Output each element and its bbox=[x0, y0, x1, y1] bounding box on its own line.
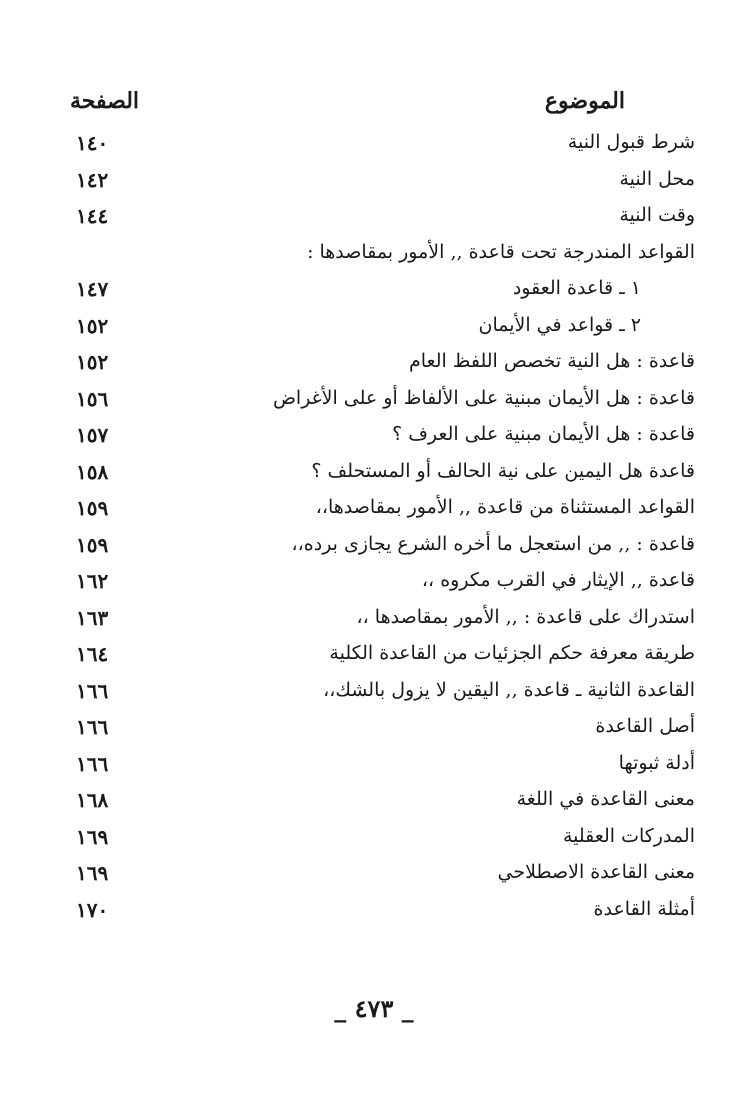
toc-entry bbox=[70, 383, 695, 420]
table-of-contents bbox=[70, 127, 695, 930]
toc-entry-topic: قاعدة : هل الأيمان مبنية على العرف ؟ bbox=[392, 423, 695, 445]
toc-entry-page: ١٦٦ bbox=[76, 751, 109, 776]
toc-entry bbox=[70, 638, 695, 675]
toc-entry bbox=[70, 456, 695, 493]
toc-entry-topic: قاعدة ,, الإيثار في القرب مكروه ،، bbox=[421, 569, 695, 591]
toc-entry bbox=[70, 784, 695, 821]
toc-entry bbox=[70, 200, 695, 237]
topic-column-heading: الموضوع bbox=[544, 88, 625, 114]
toc-entry-page: ١٦٩ bbox=[76, 861, 109, 885]
toc-entry-page: ١٦٦ bbox=[76, 715, 109, 739]
toc-entry-topic: شرط قبول النية bbox=[567, 131, 695, 153]
toc-entry-topic: أمثلة القاعدة bbox=[593, 897, 695, 920]
toc-entry bbox=[70, 529, 695, 566]
toc-entry-topic: المدركات العقلية bbox=[562, 824, 695, 847]
toc-entry bbox=[70, 894, 695, 931]
toc-entry bbox=[70, 711, 695, 748]
toc-entry-page: ١٦٦ bbox=[76, 678, 109, 703]
toc-entry-page: ١٥٩ bbox=[76, 532, 109, 557]
toc-entry-topic: القواعد المندرجة تحت قاعدة ,, الأمور بمقاصدها : bbox=[307, 240, 695, 263]
toc-entry-topic: استدراك على قاعدة : ,, الأمور بمقاصدها ،، bbox=[356, 605, 695, 628]
toc-entry-page: ١٦٨ bbox=[76, 788, 109, 812]
toc-entry bbox=[70, 127, 695, 164]
toc-entry bbox=[70, 310, 695, 347]
toc-entry-page: ١٤٤ bbox=[76, 204, 109, 228]
toc-entry bbox=[70, 857, 695, 894]
toc-entry-topic: ١ ـ قاعدة العقود bbox=[512, 277, 641, 299]
toc-entry-page: ١٤٠ bbox=[76, 131, 109, 155]
toc-entry bbox=[70, 748, 695, 785]
toc-entry-page: ١٦٩ bbox=[76, 824, 109, 849]
page-number: _ ٤٧٣ _ bbox=[334, 994, 414, 1023]
toc-entry-topic: معنى القاعدة الاصطلاحي bbox=[497, 861, 695, 883]
toc-entry-page: ١٥٢ bbox=[76, 350, 109, 374]
toc-entry-topic: قاعدة : هل النية تخصص اللفظ العام bbox=[408, 350, 695, 372]
toc-entry bbox=[70, 419, 695, 456]
toc-entry bbox=[70, 346, 695, 383]
toc-entry-page: ١٥٢ bbox=[76, 313, 109, 338]
toc-entry-topic: وقت النية bbox=[619, 204, 695, 226]
toc-entry-page: ١٤٢ bbox=[76, 167, 109, 192]
toc-entry-topic: قاعدة : ,, من استعجل ما أخره الشرع يجازى برده،، bbox=[291, 532, 695, 555]
toc-entry-page: ١٥٦ bbox=[76, 386, 109, 411]
toc-entry-topic: القاعدة الثانية ـ قاعدة ,, اليقين لا يزول بالشك،، bbox=[323, 678, 695, 701]
toc-entry bbox=[70, 492, 695, 529]
toc-entry-page: ١٥٨ bbox=[76, 459, 109, 484]
toc-entry-topic: طريقة معرفة حكم الجزئيات من القاعدة الكلية bbox=[329, 642, 695, 664]
toc-entry-topic: القواعد المستثناة من قاعدة ,, الأمور بمقاصدها،، bbox=[315, 496, 695, 518]
toc-entry-page: ١٤٧ bbox=[76, 277, 109, 301]
toc-header bbox=[70, 88, 625, 124]
toc-entry bbox=[70, 565, 695, 602]
toc-entry bbox=[70, 164, 695, 201]
toc-entry-page: ١٥٩ bbox=[76, 496, 109, 520]
toc-entry-page: ١٦٤ bbox=[76, 642, 109, 666]
toc-entry-topic: أدلة ثبوتها bbox=[618, 751, 695, 774]
toc-entry-topic: قاعدة : هل الأيمان مبنية على الألفاظ أو على الأغراض bbox=[272, 386, 695, 409]
toc-entry-page: ١٥٧ bbox=[76, 423, 109, 447]
toc-entry bbox=[70, 821, 695, 858]
toc-entry bbox=[70, 237, 695, 274]
toc-entry bbox=[70, 675, 695, 712]
toc-entry-topic: قاعدة هل اليمين على نية الحالف أو المستحلف ؟ bbox=[311, 459, 695, 482]
toc-entry-topic: معنى القاعدة في اللغة bbox=[516, 788, 695, 810]
toc-entry-topic: أصل القاعدة bbox=[595, 715, 695, 737]
toc-entry-page: ١٦٣ bbox=[76, 605, 109, 630]
page-column-heading: الصفحة bbox=[70, 88, 140, 114]
toc-entry-topic: ٢ ـ قواعد في الأيمان bbox=[478, 313, 641, 336]
toc-entry bbox=[70, 602, 695, 639]
toc-entry bbox=[70, 273, 695, 310]
toc-entry-page: ١٦٢ bbox=[76, 569, 109, 593]
toc-entry-page: ١٧٠ bbox=[76, 897, 109, 922]
toc-entry-topic: محل النية bbox=[619, 167, 695, 190]
